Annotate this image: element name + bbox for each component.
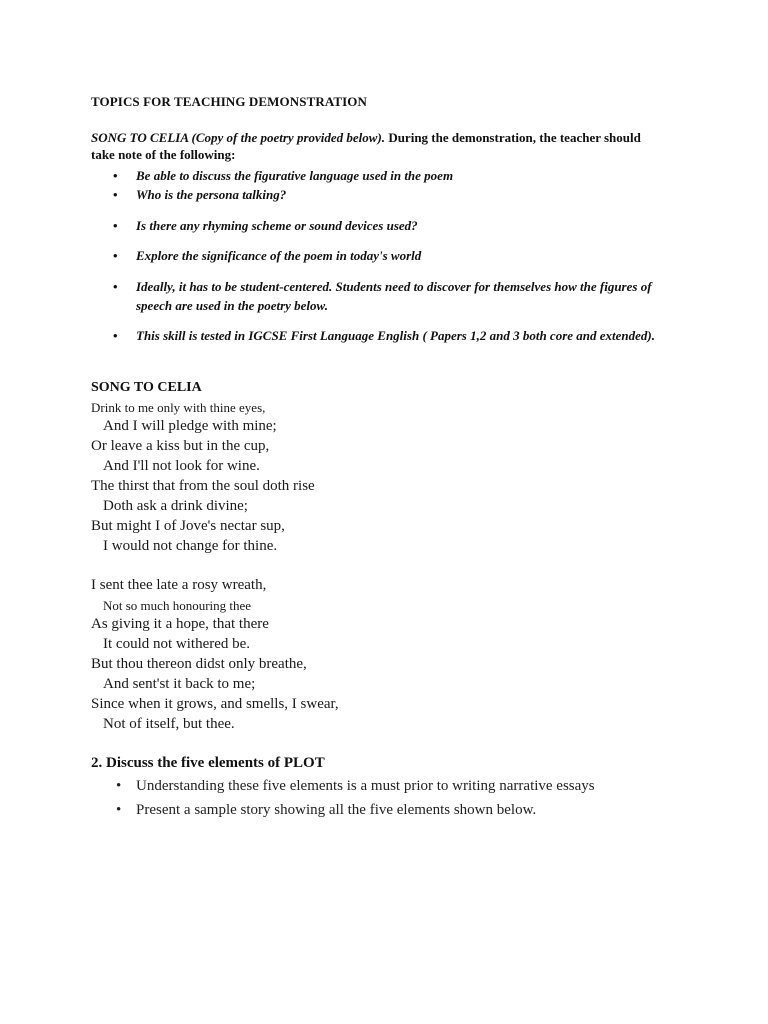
poem-title: SONG TO CELIA	[91, 380, 202, 395]
plot-section-heading: 2. Discuss the five elements of PLOT	[91, 755, 325, 771]
poem-line: Drink to me only with thine eyes,	[91, 400, 266, 415]
list-item-text: Be able to discuss the figurative language used in the poem	[136, 168, 454, 183]
poem-line: I sent thee late a rosy wreath,	[91, 577, 267, 593]
poem-line: Not so much honouring thee	[103, 598, 252, 613]
bullet-icon: •	[116, 802, 122, 818]
list-item-text: Is there any rhyming scheme or sound devices used?	[136, 218, 418, 233]
list-item	[113, 166, 683, 185]
page-heading: TOPICS FOR TEACHING DEMONSTRATION	[91, 94, 367, 109]
poem-line: Since when it grows, and smells, I swear,	[91, 696, 339, 712]
list-item-text: Who is the persona talking?	[136, 187, 287, 202]
list-item-text: Explore the significance of the poem in today's world	[136, 248, 422, 263]
bullet-icon: •	[113, 218, 118, 233]
list-item-text: This skill is tested in IGCSE First Language English ( Papers 1,2 and 3 both core and extended).	[136, 328, 655, 343]
list-item	[113, 277, 683, 315]
bullet-icon: •	[116, 778, 122, 794]
poem-line: I would not change for thine.	[103, 538, 278, 554]
intro-italic-text: SONG TO CELIA (Copy of the poetry provided below).	[91, 130, 386, 145]
poem-line: But thou thereon didst only breathe,	[91, 656, 307, 672]
list-item	[113, 246, 683, 265]
poem-line: And sent'st it back to me;	[103, 676, 256, 692]
poem-line: But might I of Jove's nectar sup,	[91, 518, 285, 534]
poem-line: As giving it a hope, that there	[91, 616, 269, 632]
poem-line: Not of itself, but thee.	[103, 716, 235, 732]
poem-line: Doth ask a drink divine;	[103, 498, 248, 514]
list-item	[116, 776, 595, 796]
list-item	[113, 326, 683, 345]
poem-line: The thirst that from the soul doth rise	[91, 478, 315, 494]
bullet-icon: •	[113, 328, 118, 343]
bullet-icon: •	[113, 168, 118, 183]
poem-line: It could not withered be.	[103, 636, 251, 652]
list-item	[113, 216, 683, 235]
list-item-text: Understanding these five elements is a must prior to writing narrative essays	[136, 778, 595, 794]
list-item	[113, 185, 683, 204]
bullet-icon: •	[113, 248, 118, 263]
bullet-icon: •	[113, 279, 118, 294]
bullet-icon: •	[113, 187, 118, 202]
list-item	[116, 800, 536, 820]
poem-line: Or leave a kiss but in the cup,	[91, 438, 270, 454]
poem-line: And I will pledge with mine;	[103, 418, 277, 434]
list-item-text: Ideally, it has to be student-centered. Students need to discover for themselves how the figures of speech are used in the poetry below.	[136, 279, 652, 313]
intro-bold-text: During the demonstration, the teacher should take note of the following:	[91, 130, 641, 162]
intro-paragraph	[91, 129, 651, 163]
poem-line: And I'll not look for wine.	[103, 458, 260, 474]
list-item-text: Present a sample story showing all the five elements shown below.	[136, 802, 537, 818]
